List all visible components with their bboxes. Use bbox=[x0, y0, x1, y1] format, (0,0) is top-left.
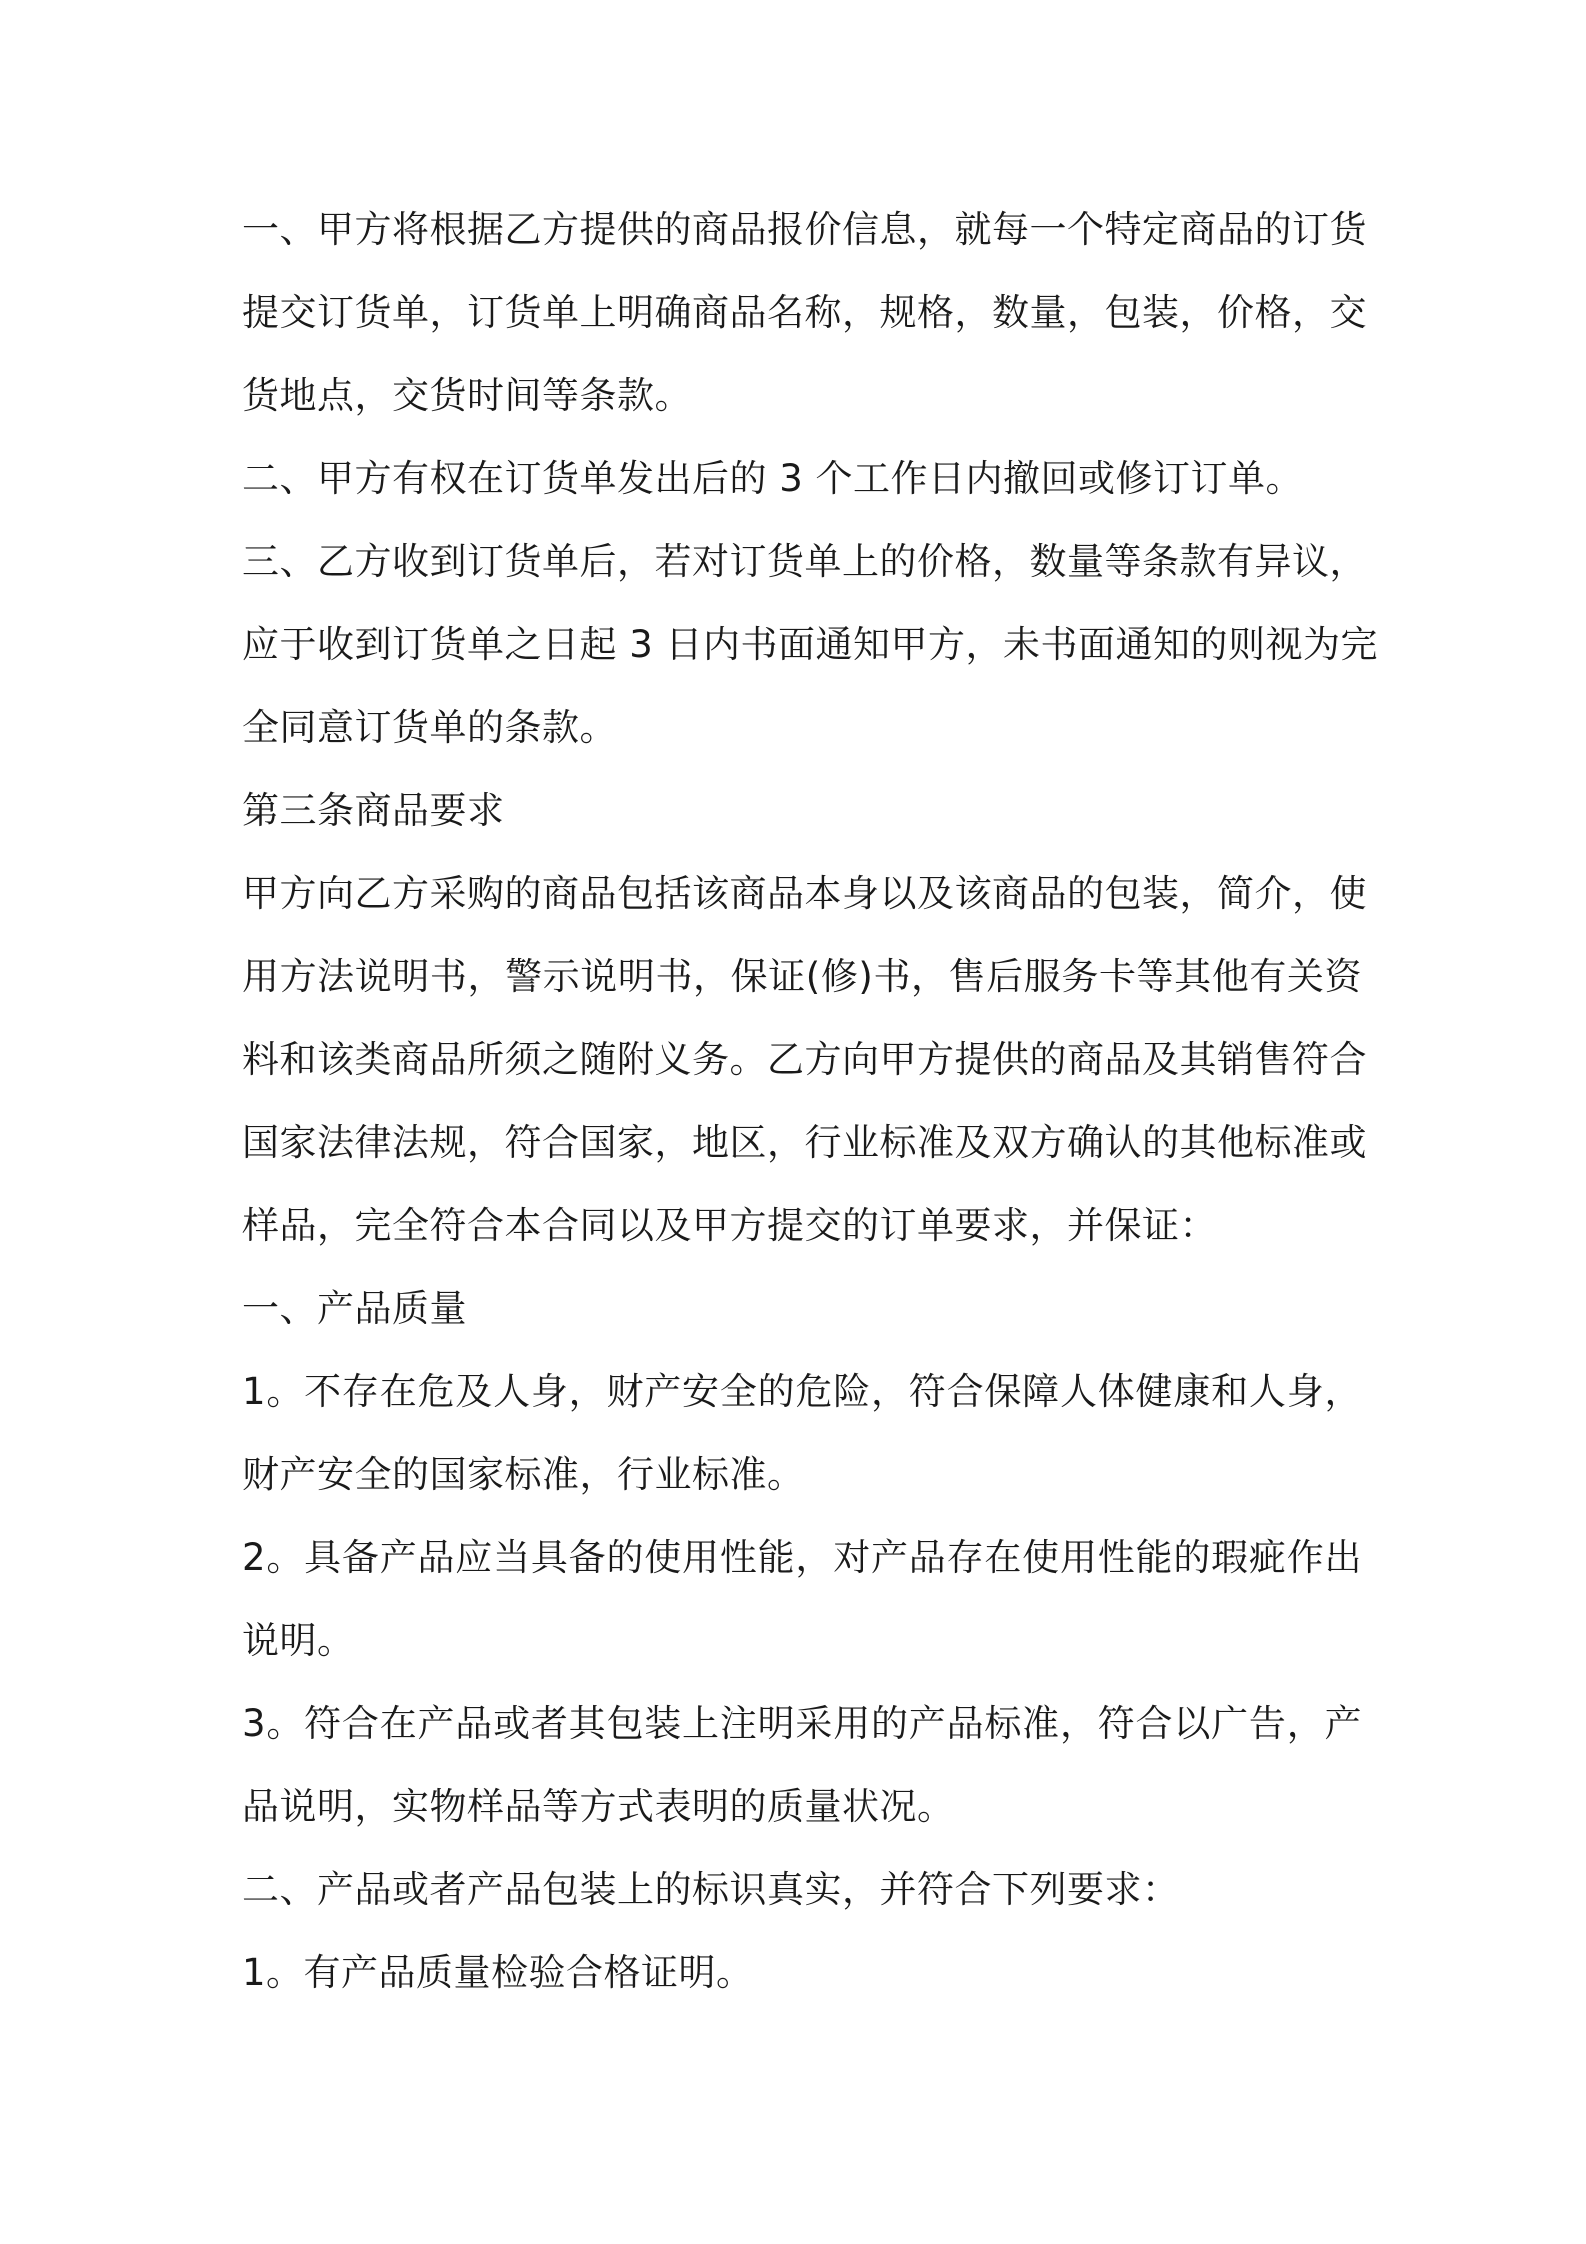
subsection-heading: 二、产品或者产品包装上的标识真实，并符合下列要求： bbox=[242, 1868, 1180, 1911]
section-heading: 第三条商品要求 bbox=[242, 789, 505, 832]
text-line: 提交订货单，订货单上明确商品名称，规格，数量，包装，价格，交 bbox=[242, 291, 1367, 334]
document-body bbox=[242, 200, 1379, 2026]
text-line: 三、乙方收到订货单后，若对订货单上的价格，数量等条款有异议， bbox=[242, 540, 1367, 583]
text-line: 应于收到订货单之日起 3 日内书面通知甲方，未书面通知的则视为完 bbox=[242, 623, 1379, 666]
text-line: 说明。 bbox=[242, 1619, 355, 1662]
text-line: 1。不存在危及人身，财产安全的危险，符合保障人体健康和人身， bbox=[242, 1370, 1362, 1413]
text-line: 货地点，交货时间等条款。 bbox=[242, 374, 692, 417]
text-line: 全同意订货单的条款。 bbox=[242, 706, 617, 749]
subsection-heading: 一、产品质量 bbox=[242, 1287, 467, 1330]
text-line: 二、甲方有权在订货单发出后的 3 个工作日内撤回或修订订单。 bbox=[242, 457, 1304, 500]
text-line: 一、甲方将根据乙方提供的商品报价信息，就每一个特定商品的订货 bbox=[242, 208, 1367, 251]
text-line: 料和该类商品所须之随附义务。乙方向甲方提供的商品及其销售符合 bbox=[242, 1038, 1367, 1081]
text-line: 财产安全的国家标准，行业标准。 bbox=[242, 1453, 805, 1496]
text-line: 国家法律法规，符合国家，地区，行业标准及双方确认的其他标准或 bbox=[242, 1121, 1367, 1164]
text-line: 样品，完全符合本合同以及甲方提交的订单要求，并保证： bbox=[242, 1204, 1217, 1247]
text-line: 品说明，实物样品等方式表明的质量状况。 bbox=[242, 1785, 955, 1828]
text-line: 用方法说明书，警示说明书，保证(修)书，售后服务卡等其他有关资 bbox=[242, 955, 1362, 998]
text-line: 3。符合在产品或者其包装上注明采用的产品标准，符合以广告，产 bbox=[242, 1702, 1362, 1745]
text-line: 甲方向乙方采购的商品包括该商品本身以及该商品的包装，简介，使 bbox=[242, 872, 1367, 915]
text-line: 1。有产品质量检验合格证明。 bbox=[242, 1951, 754, 1994]
text-line: 2。具备产品应当具备的使用性能，对产品存在使用性能的瑕疵作出 bbox=[242, 1536, 1362, 1579]
